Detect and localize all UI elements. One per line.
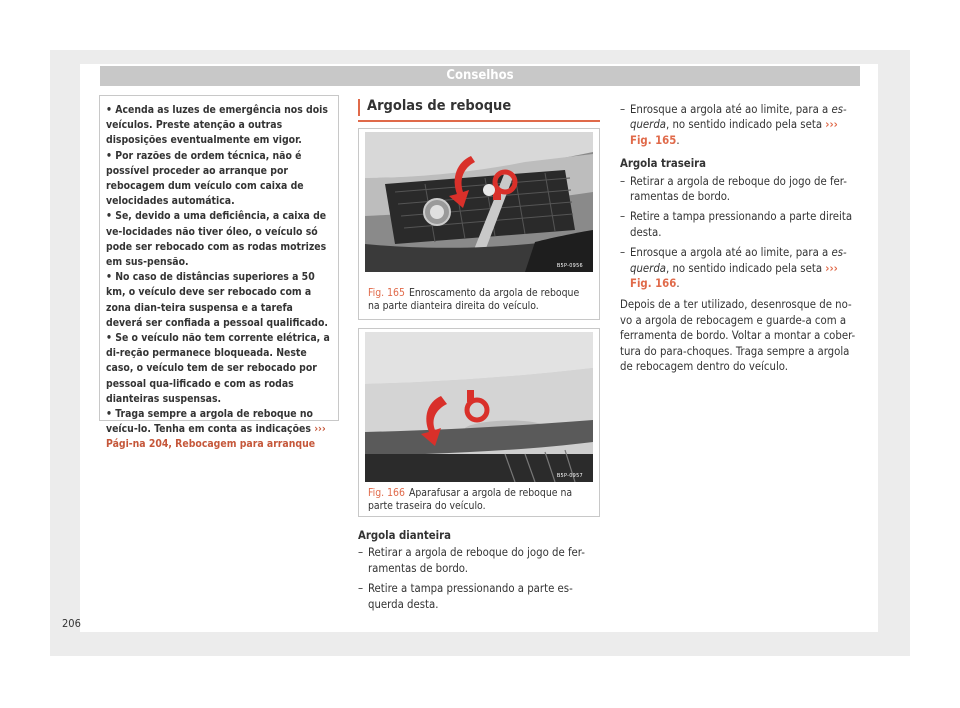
figure-166-caption: Fig. 166 Aparafusar a argola de reboque na parte traseira do veículo. bbox=[368, 487, 573, 513]
warning-item: • Acenda as luzes de emergência nos dois veículos. Preste atenção a outras disposições eventualmente em vigor. bbox=[106, 104, 328, 147]
closing-paragraph: Depois de a ter utilizado, desenrosque de no-vo a argola de rebocagem e guarde-a com a ferramenta de bordo. Voltar a montar a cober-tura do para-choques. Traga sempre a argola de rebocagem dentro do veículo. bbox=[620, 298, 856, 374]
figure-code: B5P-0956 bbox=[556, 263, 583, 269]
page-number: 206 bbox=[62, 617, 81, 630]
chapter-header: Conselhos bbox=[100, 66, 860, 86]
list-item: – Retirar a argola de reboque do jogo de fer-ramentas de bordo. bbox=[358, 546, 585, 575]
instructions-continued bbox=[620, 102, 862, 375]
figure-166 bbox=[358, 328, 600, 517]
list-item: – Enrosque a argola até ao limite, para a es-querda, no sentido indicado pela seta ››› Fig. 166. bbox=[620, 246, 847, 291]
figure-number: Fig. 166 bbox=[368, 487, 405, 499]
warning-item: • Se o veículo não tem corrente elétrica, a di-reção permanece bloqueada. Neste caso, o veículo tem de ser rebocado por pessoal qua-lificado e com as rodas dianteiras suspensas. bbox=[106, 332, 330, 405]
title-accent-bar bbox=[358, 99, 360, 116]
list-item: – Enrosque a argola até ao limite, para a es-querda, no sentido indicado pela seta ››› Fig. 165. bbox=[620, 103, 847, 147]
list-item: – Retire a tampa pressionando a parte es-querda desta. bbox=[358, 582, 573, 611]
subheading-rear: Argola traseira bbox=[620, 157, 707, 171]
section-title: Argolas de reboque bbox=[358, 98, 600, 114]
warning-item: • No caso de distâncias superiores a 50 km, o veículo deve ser rebocado com a zona dian-teira suspensa e a tarefa deverá ser confiada a pessoal qualificado. bbox=[106, 271, 328, 329]
list-item: – Retire a tampa pressionando a parte direita desta. bbox=[620, 210, 853, 239]
subheading-front: Argola dianteira bbox=[358, 529, 451, 542]
section-rule bbox=[358, 120, 600, 122]
warning-box bbox=[99, 95, 339, 451]
figure-code: B5P-0957 bbox=[556, 473, 583, 479]
figure-number: Fig. 165 bbox=[368, 287, 405, 299]
figure-165 bbox=[358, 128, 600, 320]
warning-item: • Se, devido a uma deficiência, a caixa de ve-locidades não tiver óleo, o veículo só pode ser rebocado com as rodas motrizes em sus-pensão. bbox=[106, 210, 327, 269]
figure-166-image bbox=[365, 332, 593, 482]
list-item: – Retirar a argola de reboque do jogo de fer-ramentas de bordo. bbox=[620, 174, 847, 204]
figure-reference-link[interactable]: ››› Fig. 166 bbox=[630, 261, 838, 291]
warning-item: • Traga sempre a argola de reboque no veícu-lo. Tenha em conta as indicações ››› Pági-na 204, Rebocagem para arranque bbox=[106, 408, 326, 451]
front-bumper-illustration bbox=[365, 132, 593, 272]
page-reference-link[interactable]: ››› Pági-na 204, Rebocagem para arranque bbox=[106, 423, 326, 451]
figure-165-image bbox=[365, 132, 593, 272]
warning-item: • Por razões de ordem técnica, não é possível proceder ao arranque por rebocagem dum veículo com caixa de velocidades automática. bbox=[106, 149, 304, 208]
rear-bumper-illustration bbox=[365, 332, 593, 482]
figure-165-caption: Fig. 165 Enroscamento da argola de reboque na parte dianteira direita do veículo. bbox=[368, 287, 580, 313]
front-instructions bbox=[358, 528, 600, 617]
figure-reference-link[interactable]: ››› Fig. 165 bbox=[630, 118, 838, 147]
